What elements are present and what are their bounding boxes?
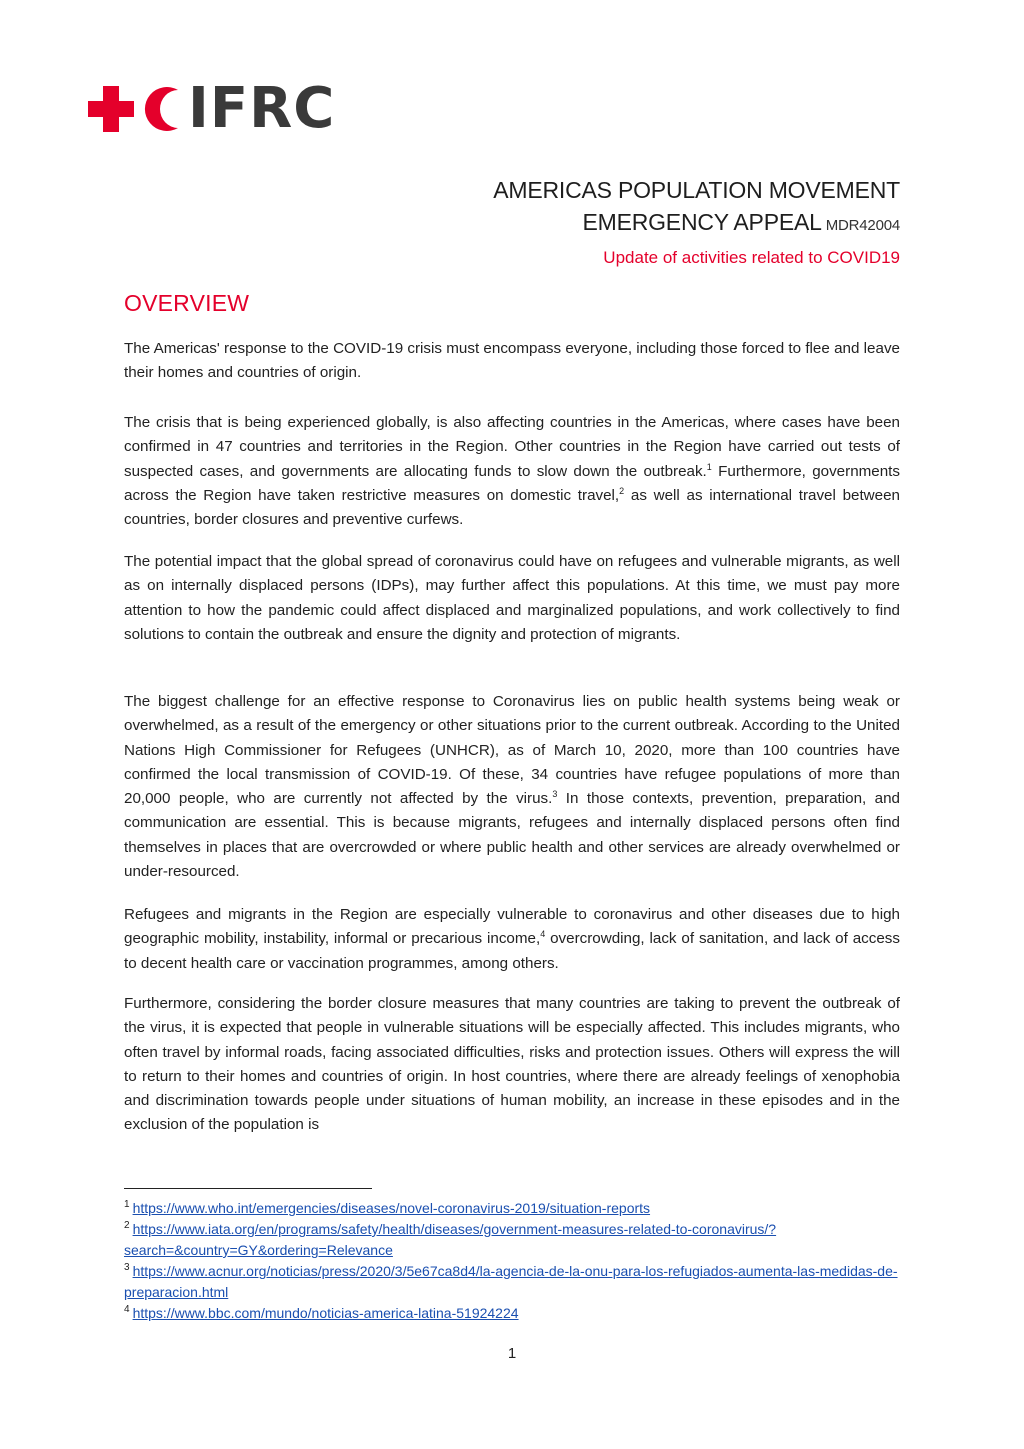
footnote-3 bbox=[124, 1261, 900, 1303]
footnote-ref-4: 4 bbox=[540, 929, 546, 940]
paragraph-6: Furthermore, considering the border closure measures that many countries are taking to prevent the outbreak of the virus, it is expected that people in vulnerable situations will be especially affected. This includes migrants, who often travel by informal roads, facing associated difficulties, risks and protection issues. Others will express the will to return to their homes and countries of origin. In host countries, where there are already feelings of xenophobia and discrimination towards people under situations of human mobility, an increase in these episodes and in the exclusion of the population is bbox=[124, 995, 900, 1134]
footnote-number: 3 bbox=[124, 1262, 130, 1274]
paragraph-5-text-b: overcrowding, lack of sanitation, and lack of access to decent health care or vaccination programmes, among others. bbox=[124, 930, 900, 972]
footnote-ref-1: 1 bbox=[706, 461, 712, 472]
paragraph-4 bbox=[124, 690, 900, 884]
appeal-code: MDR42004 bbox=[825, 217, 900, 234]
paragraph-2-text-a: The crisis that is being experienced globally, is also affecting countries in the Americas, where cases have been confirmed in 47 countries and territories in the Region. Other countries in the Region have carried out tests of suspected cases, and governments are allocating funds to slow down the outbreak. bbox=[124, 414, 900, 480]
paragraph-5-text-a: Refugees and migrants in the Region are especially vulnerable to coronavirus and other diseases due to high geographic mobility, instability, informal or precarious income, bbox=[124, 906, 900, 948]
paragraph-4-text-b: In those contexts, prevention, preparation, and communication are essential. This is because migrants, refugees and internally displaced persons often find themselves in places that are overcrowded or where public health and other services are already overwhelmed or under-resourced. bbox=[124, 790, 900, 881]
paragraph-3: The potential impact that the global spread of coronavirus could have on refugees and vulnerable migrants, as well as on internally displaced persons (IDPs), may further affect this populations. At this time, we must pay more attention to how the pandemic could affect displaced and marginalized populations, and work collectively to find solutions to contain the outbreak and ensure the dignity and protection of migrants. bbox=[124, 553, 900, 643]
footnote-ref-3: 3 bbox=[552, 789, 558, 800]
ifrc-logo bbox=[86, 76, 336, 141]
paragraph-2-text-c: as well as international travel between countries, border closures and preventive curfews. bbox=[124, 486, 900, 529]
footnotes bbox=[124, 1198, 900, 1324]
red-crescent-icon bbox=[140, 84, 184, 134]
page-number: 1 bbox=[507, 1345, 517, 1362]
paragraph-2-text-b: Furthermore, governments across the Region have taken restrictive measures on domestic travel, bbox=[124, 462, 900, 504]
footnote-4 bbox=[124, 1303, 900, 1324]
footnote-link-4[interactable]: https://www.bbc.com/mundo/noticias-america-latina-51924224 bbox=[132, 1305, 519, 1321]
footnote-number: 4 bbox=[124, 1304, 130, 1316]
paragraph-5 bbox=[124, 903, 900, 976]
footnote-link-2[interactable]: https://www.iata.org/en/programs/safety/health/diseases/government-measures-related-to-coronavirus/?search=&country=GY&ordering=Relevance bbox=[124, 1221, 777, 1258]
footnote-link-3[interactable]: https://www.acnur.org/noticias/press/2020/3/5e67ca8d4/la-agencia-de-la-onu-para-los-refugiados-aumenta-las-medidas-de-preparacion.html bbox=[124, 1263, 898, 1300]
paragraph-1: The Americas' response to the COVID-19 crisis must encompass everyone, including those forced to flee and leave their homes and countries of origin. bbox=[124, 340, 900, 382]
title-line-2 bbox=[493, 206, 900, 242]
footnote-2 bbox=[124, 1219, 900, 1261]
section-heading-overview: OVERVIEW bbox=[124, 290, 250, 316]
document-subtitle: Update of activities related to COVID19 bbox=[603, 248, 900, 267]
document-title bbox=[493, 174, 900, 272]
paragraph-2 bbox=[124, 411, 900, 532]
footnote-number: 2 bbox=[124, 1220, 130, 1232]
title-appeal: EMERGENCY APPEAL bbox=[582, 209, 822, 235]
logo-text: IFRC bbox=[188, 76, 336, 141]
footnote-ref-2: 2 bbox=[619, 485, 625, 496]
footnote-divider bbox=[124, 1188, 372, 1189]
paragraph-4-text-a: The biggest challenge for an effective response to Coronavirus lies on public health systems being weak or overwhelmed, as a result of the emergency or other situations prior to the current outbreak. According to the United Nations High Commissioner for Refugees (UNHCR), as of March 10, 2020, more than 100 countries have confirmed the local transmission of COVID-19. Of these, 34 countries have refugee populations of more than 20,000 people, who are currently not affected by the virus. bbox=[124, 693, 900, 808]
footnote-link-1[interactable]: https://www.who.int/emergencies/diseases/novel-coronavirus-2019/situation-reports bbox=[132, 1200, 651, 1216]
title-line-1: AMERICAS POPULATION MOVEMENT bbox=[493, 177, 900, 203]
footnote-number: 1 bbox=[124, 1199, 130, 1211]
footnote-1 bbox=[124, 1198, 900, 1219]
red-cross-icon bbox=[86, 84, 136, 134]
